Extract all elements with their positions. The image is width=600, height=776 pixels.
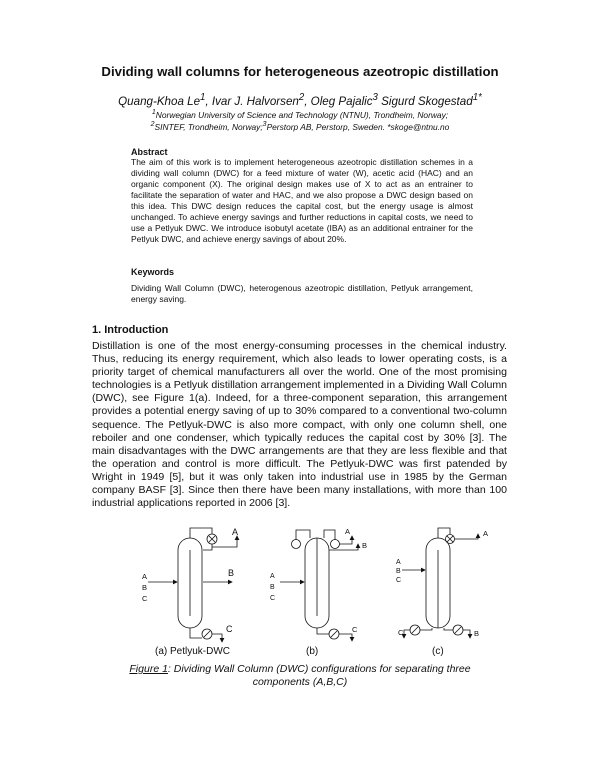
product-label: A (232, 527, 239, 537)
contact-email: *skoge@ntnu.no (387, 121, 450, 132)
keywords-text: Dividing Wall Column (DWC), heterogenous azeotropic distillation, Petlyuk arrangement, energy saving. (131, 283, 473, 304)
dwc-configurations-diagram (0, 520, 600, 660)
introduction-text: Distillation is one of the most energy-consuming processes in the chemical industry. Thus, reducing its energy requirement, which also leads to lower operating costs, is a priority target of chemical manufacturers all over the world. One of the most promising technologies is a Petlyuk distillation arrangement implemented in a Dividing Wall Column (DWC), see Figure 1(a). Indeed, for a three-component separation, this arrangement provides a potential energy saving of up to 30% compared to a conventional two-column sequence. The Petlyuk-DWC is also more compact, with only one column shell, one reboiler and one condenser, which typically reduces the capital cost by 30% [3]. The main disadvantages with the DWC arrangements are that they are less flexible and that the operation and control is more difficult. The Petlyuk-DWC was first patended by Wright in 1949 [5], but it was only taken into industrial use in 1985 by the German company BASF [3]. Since then there have been many installations, with more than 100 industrial applications reported in 2006 [3]. (92, 340, 507, 510)
feed-label: C (396, 577, 402, 584)
author-affil-mark: 1 (200, 92, 206, 103)
author-affil-mark: 1* (472, 92, 482, 103)
product-label: C (226, 624, 233, 634)
feed-label: C (270, 595, 276, 602)
top-product-arrow (339, 536, 352, 544)
feed-label: A (270, 573, 275, 580)
bottom-product-arrow (339, 634, 352, 641)
subfigure-label: (b) (306, 646, 319, 657)
abstract-text: The aim of this work is to implement heterogeneous azeotropic distillation schemes in a dividing wall column (DWC) for a feed mixture of water (W), acetic acid (HAC) and an organic component (X). The original design makes use of X to act as an entrainer to facilitate the separation of water and HAC, and we also propose a DWC design based on this idea. This DWC design reduces the capital cost, but the energy usage is almost unchanged. To achieve energy savings and further reductions in capital costs, we need to use a Petlyuk DWC. We introduce isobutyl acetate (IBA) as an additional entrainer for the Petlyuk DWC, and achieve energy savings of about 20%. (131, 157, 473, 244)
keywords-heading: Keywords (131, 267, 175, 277)
overhead-line (190, 528, 212, 538)
product-label: B (228, 568, 235, 578)
author-affil-mark: 2 (298, 92, 305, 103)
figure-caption: Figure 1: Dividing Wall Column (DWC) configurations for separating three components (A,B,C) (129, 663, 471, 688)
paper-title: Dividing wall columns for heterogeneous azeotropic distillation (101, 64, 499, 79)
subfigure-label: (a) Petlyuk-DWC (155, 646, 231, 657)
affiliation-line-1: $^1$Norwegian University of Science and Technology (NTNU), Trondheim, Norway; (151, 109, 449, 120)
column-b (270, 527, 367, 641)
feed-label: B (270, 584, 275, 591)
author-name: Quang-Khoa Le (118, 94, 201, 108)
figure-1 (0, 520, 600, 665)
feed-label: C (142, 594, 148, 603)
column-c (396, 528, 488, 638)
author-list: Quang-Khoa Le$^1$, Ivar J. Halvorsen$^2$, Oleg Pajalic$^3$ Sigurd Skogestad$^{1*}$ (118, 92, 482, 108)
product-label: A (345, 527, 351, 536)
figure-caption-label: Figure 1 (129, 663, 168, 675)
bottom-right-product-arrow (463, 630, 470, 638)
product-label: B (474, 629, 480, 638)
bottom-left-product-arrow (404, 630, 410, 638)
author-name: Ivar J. Halvorsen (211, 94, 299, 108)
top-product-arrow (455, 534, 478, 539)
author-name: Sigurd Skogestad (381, 94, 473, 108)
affiliation-line-2: $^2$SINTEF, Trondheim, Norway;$^3$Perstorp AB, Perstorp, Sweden. *skoge@ntnu.no (150, 121, 450, 132)
product-label: A (483, 529, 489, 538)
abstract-heading: Abstract (131, 147, 168, 157)
author-affil-mark: 3 (372, 92, 378, 103)
feed-label: A (142, 572, 148, 581)
author-name: Oleg Pajalic (310, 94, 373, 108)
feed-label: B (396, 568, 401, 575)
product-label: C (352, 625, 358, 634)
section-heading-introduction: 1. Introduction (92, 324, 169, 336)
product-label: B (362, 541, 368, 550)
top-product-arrow (212, 536, 237, 547)
subfigure-label: (c) (432, 646, 444, 657)
condenser-icon (331, 540, 340, 549)
condenser-icon (292, 540, 301, 549)
bottom-product-arrow (212, 634, 222, 642)
feed-label: B (142, 583, 148, 592)
feed-label: A (396, 559, 401, 566)
column-a (142, 527, 238, 642)
product-label: C (398, 628, 404, 637)
